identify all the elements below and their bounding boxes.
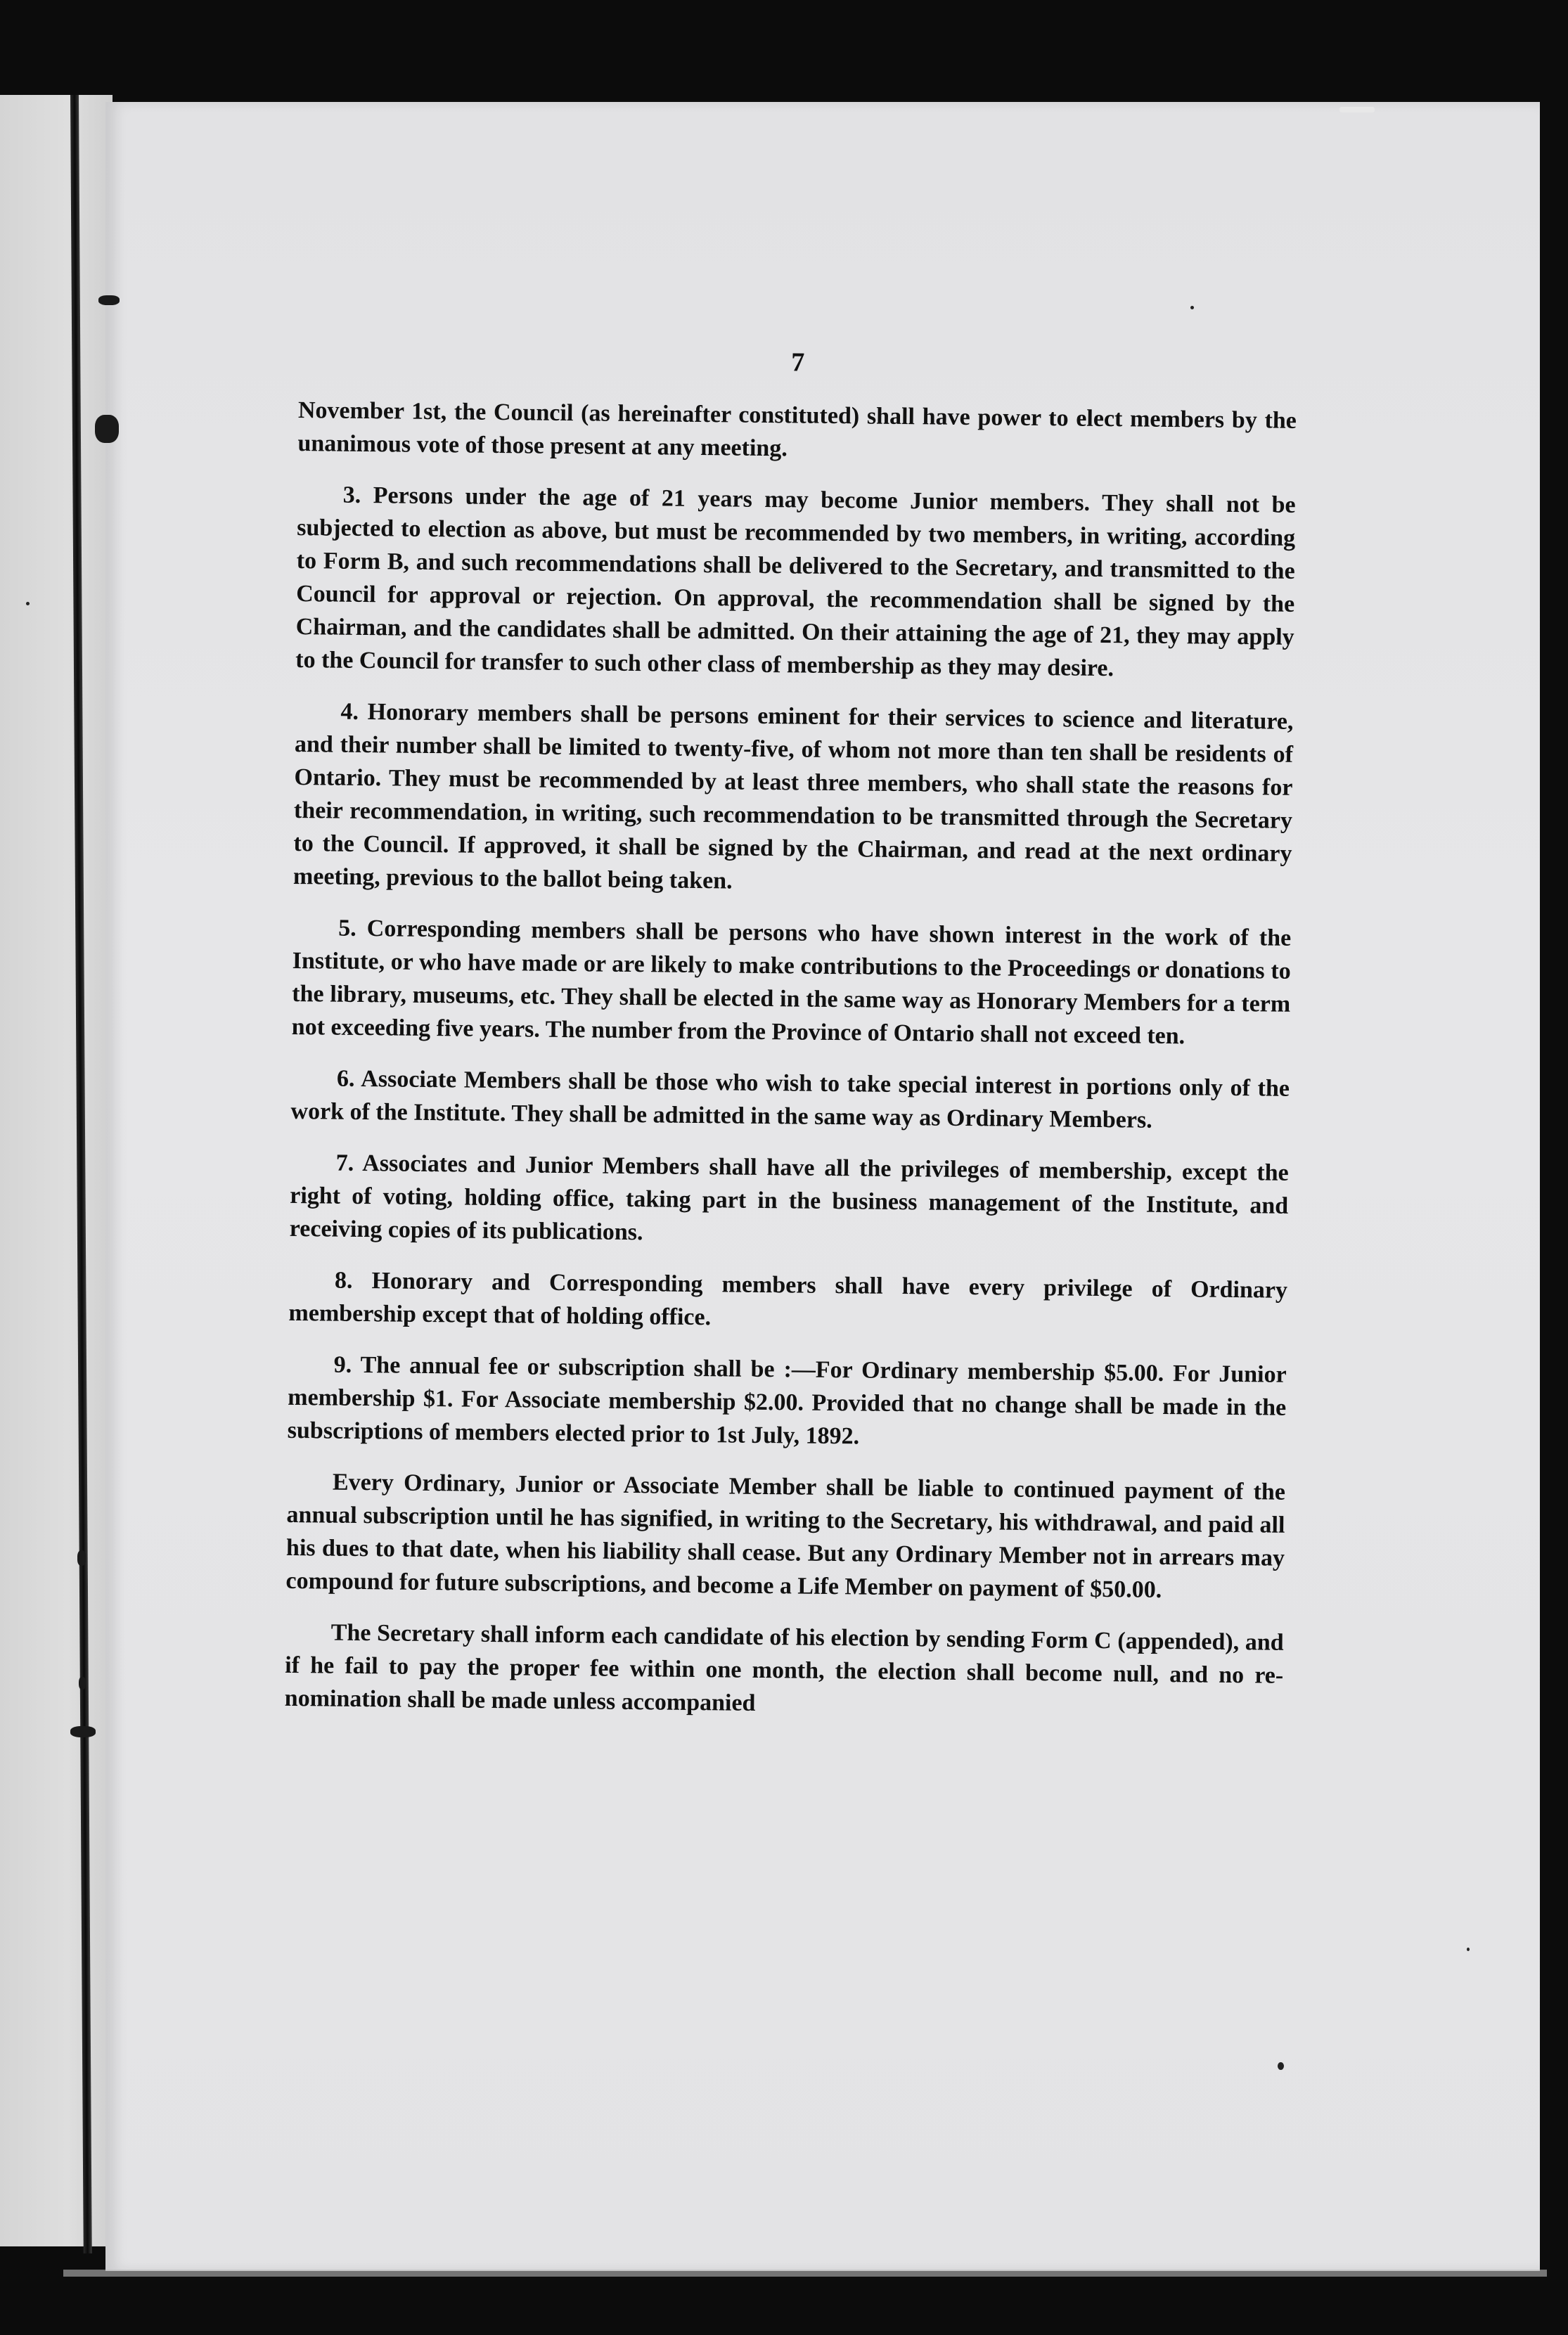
paragraph-continued: November 1st, the Council (as hereinafter constituted) shall have power to elect members by the unanimous vote of those present at any meeting. xyxy=(297,397,1297,462)
paragraph-corresponding-members: 5. Corresponding members shall be persons who have shown interest in the work of the Institute, or who have made or are likely to make contributions to the Proceedings or donations to the library, museums, etc. They shall be elected in the same way as Honorary Members for a term not exceeding five years. The number from the Province of Ontario shall not exceed ten. xyxy=(291,915,1292,1050)
page-number: 7 xyxy=(791,347,805,378)
ink-speck xyxy=(1467,1948,1470,1951)
paragraph-subscription-liability: Every Ordinary, Junior or Associate Member shall be liable to continued payment of the annual subscription until he has signified, in writing to the Secretary, his withdrawal, and paid all his dues to that date, when his liability shall cease. But any Ordinary Member not in arrears may compound for future subscriptions, and become a Life Member on payment of $50.00. xyxy=(285,1469,1286,1603)
page-text xyxy=(284,341,1297,1744)
paragraph-honorary-privileges: 8. Honorary and Corresponding members shall have every privilege of Ordinary membership except that of holding office. xyxy=(288,1267,1288,1331)
page-bottom-edge xyxy=(63,2270,1547,2277)
paragraph-junior-members: 3. Persons under the age of 21 years may become Junior members. They shall not be subjected to election as above, but must be recommended by two members, in writing, according to Form B, and such recommendations shall be delivered to the Secretary, and transmitted to the Council for approval or rejection. On approval, the recommendation shall be signed by the Chairman, and the candidates shall be admitted. On their attaining the age of 21, they may apply to the Council for transfer to such other class of membership as they may desire. xyxy=(295,482,1296,682)
paragraph-election-notice: The Secretary shall inform each candidate of his election by sending Form C (appended), and if he fail to pay the proper fee within one month, the election shall become null, and no re-nomination shall be made unless accompanied xyxy=(284,1619,1284,1716)
binding-mark xyxy=(95,415,119,443)
paragraph-associate-members: 6. Associate Members shall be those who wish to take special interest in portions only of the work of the Institute. They shall be admitted in the same way as Ordinary Members. xyxy=(290,1065,1290,1133)
previous-page-edge xyxy=(0,95,113,2246)
binding-mark xyxy=(70,1726,96,1737)
binding-mark xyxy=(79,1677,86,1690)
page-corner-mark xyxy=(1339,107,1375,112)
ink-speck xyxy=(1190,306,1194,309)
binding-mark xyxy=(98,295,120,305)
ink-speck xyxy=(26,602,30,605)
paragraph-honorary-members: 4. Honorary members shall be persons eminent for their services to science and literature, and their number shall be limited to twenty-five, of whom not more than ten shall be residents of Ontario. They must be recommended by at least three members, who shall state the reasons for their recommendation, in writing, such recommendation to be transmitted through the Secretary to the Council. If approved, it shall be signed by the Chairman, and read at the next ordinary meeting, previous to the ballot being taken. xyxy=(293,698,1294,894)
paragraph-annual-fee: 9. The annual fee or subscription shall be :—For Ordinary membership $5.00. For Junior membership $1. For Associate membership $2.00. Provided that no change shall be made in the subscriptions of members elected prior to 1st July, 1892. xyxy=(287,1351,1287,1450)
ink-speck xyxy=(1278,2062,1284,2070)
paragraph-privileges: 7. Associates and Junior Members shall have all the privileges of membership, except the right of voting, holding office, taking part in the business management of the Institute, and receiving copies of its publications. xyxy=(289,1150,1289,1246)
binding-mark xyxy=(77,1550,86,1566)
